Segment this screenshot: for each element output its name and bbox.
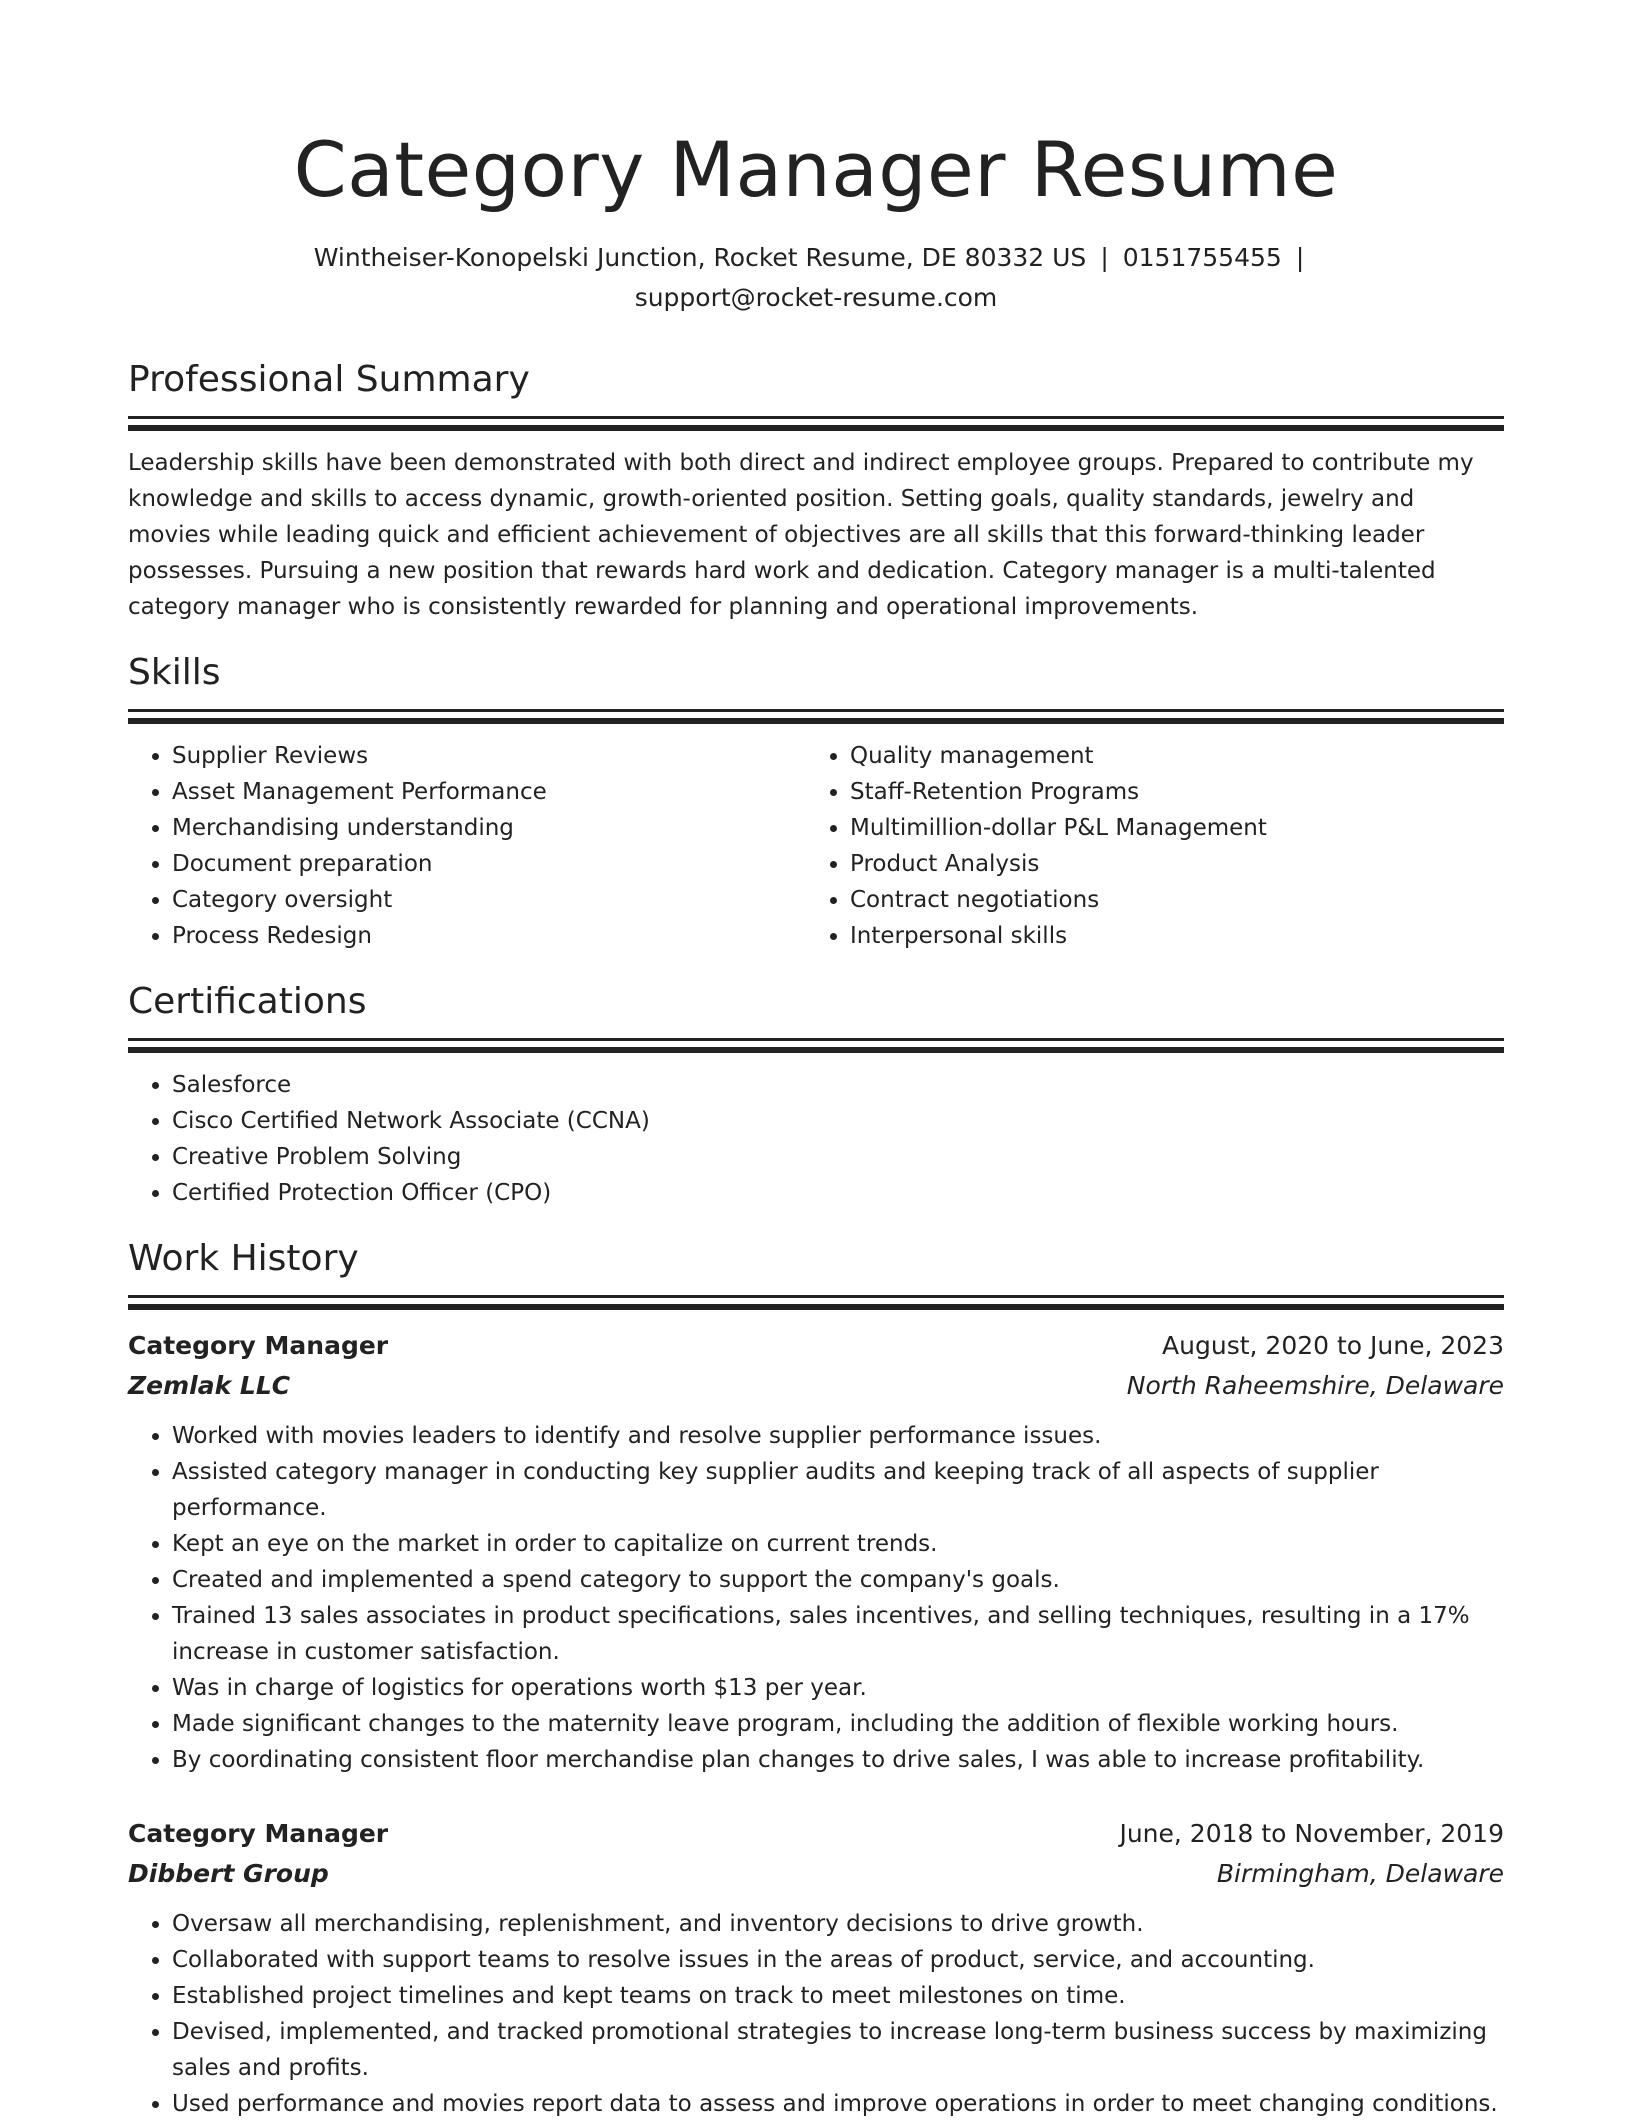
separator: | xyxy=(1100,243,1109,272)
page-title: Category Manager Resume xyxy=(293,125,1339,214)
job-location: North Raheemshire, Delaware xyxy=(1126,1371,1504,1400)
list-item: • Cisco Certified Network Associate (CCNA) xyxy=(172,1103,1504,1139)
list-item: • By coordinating consistent floor merchandise plan changes to drive sales, I was able to increase profitability. xyxy=(172,1742,1504,1778)
contact-info xyxy=(188,238,1444,318)
jobs-list xyxy=(128,1326,1504,2122)
skills-list-right xyxy=(806,738,1484,954)
resume-page xyxy=(128,0,1504,2122)
list-item: • Quality management xyxy=(850,738,1484,774)
job-dates: June, 2018 to November, 2019 xyxy=(1119,1819,1504,1848)
list-item: • Process Redesign xyxy=(172,918,806,954)
skills-list-left xyxy=(128,738,806,954)
company-name: Dibbert Group xyxy=(128,1859,329,1888)
job-header-row xyxy=(128,1814,1504,1854)
list-item: • Certified Protection Officer (CPO) xyxy=(172,1175,1504,1211)
certifications-list xyxy=(128,1067,1504,1211)
list-item: • Assisted category manager in conducting key supplier audits and keeping track of all aspects of supplier performance. xyxy=(172,1454,1504,1526)
email: support@rocket-resume.com xyxy=(634,283,998,312)
list-item: • Collaborated with support teams to resolve issues in the areas of product, service, and accounting. xyxy=(172,1942,1504,1978)
job-dates: August, 2020 to June, 2023 xyxy=(1162,1331,1504,1360)
list-item: • Devised, implemented, and tracked promotional strategies to increase long-term business success by maximizing sales and profits. xyxy=(172,2014,1504,2086)
list-item: • Kept an eye on the market in order to capitalize on current trends. xyxy=(172,1526,1504,1562)
address: Wintheiser-Konopelski Junction, Rocket Resume, DE 80332 US xyxy=(313,243,1087,272)
list-item: • Staff-Retention Programs xyxy=(850,774,1484,810)
job-title: Category Manager xyxy=(128,1331,389,1360)
list-item: • Created and implemented a spend category to support the company's goals. xyxy=(172,1562,1504,1598)
skills-section xyxy=(128,651,1504,954)
list-item: • Supplier Reviews xyxy=(172,738,806,774)
separator: | xyxy=(1295,243,1305,272)
list-item: • Oversaw all merchandising, replenishment, and inventory decisions to drive growth. xyxy=(172,1906,1504,1942)
job-entry xyxy=(128,1326,1504,1778)
list-item: • Merchandising understanding xyxy=(172,810,806,846)
list-item: • Category oversight xyxy=(172,882,806,918)
section-heading: Skills xyxy=(128,652,221,693)
section-heading: Work History xyxy=(128,1238,359,1279)
list-item: • Worked with movies leaders to identify and resolve supplier performance issues. xyxy=(172,1418,1504,1454)
phone: 0151755455 xyxy=(1122,243,1282,272)
divider xyxy=(128,718,1504,724)
divider xyxy=(128,416,1504,419)
job-company-row xyxy=(128,1366,1504,1406)
list-item: • Contract negotiations xyxy=(850,882,1484,918)
divider xyxy=(128,1304,1504,1310)
job-bullets xyxy=(128,1906,1504,2122)
certifications-section xyxy=(128,980,1504,1211)
list-item: • Interpersonal skills xyxy=(850,918,1484,954)
list-item: • Product Analysis xyxy=(850,846,1484,882)
job-title: Category Manager xyxy=(128,1819,389,1848)
job-entry xyxy=(128,1814,1504,2122)
list-item: • Multimillion-dollar P&L Management xyxy=(850,810,1484,846)
divider xyxy=(128,709,1504,712)
job-bullets xyxy=(128,1418,1504,1778)
section-heading: Certifications xyxy=(128,981,367,1022)
divider xyxy=(128,1295,1504,1298)
list-item: • Salesforce xyxy=(172,1067,1504,1103)
company-name: Zemlak LLC xyxy=(128,1371,291,1400)
job-location: Birmingham, Delaware xyxy=(1216,1859,1504,1888)
divider xyxy=(128,1038,1504,1041)
section-heading: Professional Summary xyxy=(128,359,530,400)
list-item: • Used performance and movies report data to assess and improve operations in order to meet changing conditions. xyxy=(172,2086,1504,2122)
list-item: • Creative Problem Solving xyxy=(172,1139,1504,1175)
list-item: • Established project timelines and kept teams on track to meet milestones on time. xyxy=(172,1978,1504,2014)
summary-text: Leadership skills have been demonstrated with both direct and indirect employee groups. Prepared to contribute my knowledge and skills to access dynamic, growth-oriented position. Setting goals, quality standards, jewelry and movies while leading quick and efficient achievement of objectives are all skills that this forward-thinking leader possesses. Pursuing a new position that rewards hard work and dedication. Category manager is a multi-talented category manager who is consistently rewarded for planning and operational improvements. xyxy=(128,450,1474,620)
work-history-section xyxy=(128,1237,1504,2122)
skills-columns xyxy=(128,738,1504,954)
list-item: • Asset Management Performance xyxy=(172,774,806,810)
divider xyxy=(128,1047,1504,1053)
list-item: • Made significant changes to the maternity leave program, including the addition of flexible working hours. xyxy=(172,1706,1504,1742)
job-company-row xyxy=(128,1854,1504,1894)
list-item: • Trained 13 sales associates in product specifications, sales incentives, and selling techniques, resulting in a 17% increase in customer satisfaction. xyxy=(172,1598,1504,1670)
job-header-row xyxy=(128,1326,1504,1366)
summary-section xyxy=(128,358,1504,625)
divider xyxy=(128,425,1504,431)
list-item: • Was in charge of logistics for operations worth $13 per year. xyxy=(172,1670,1504,1706)
list-item: • Document preparation xyxy=(172,846,806,882)
